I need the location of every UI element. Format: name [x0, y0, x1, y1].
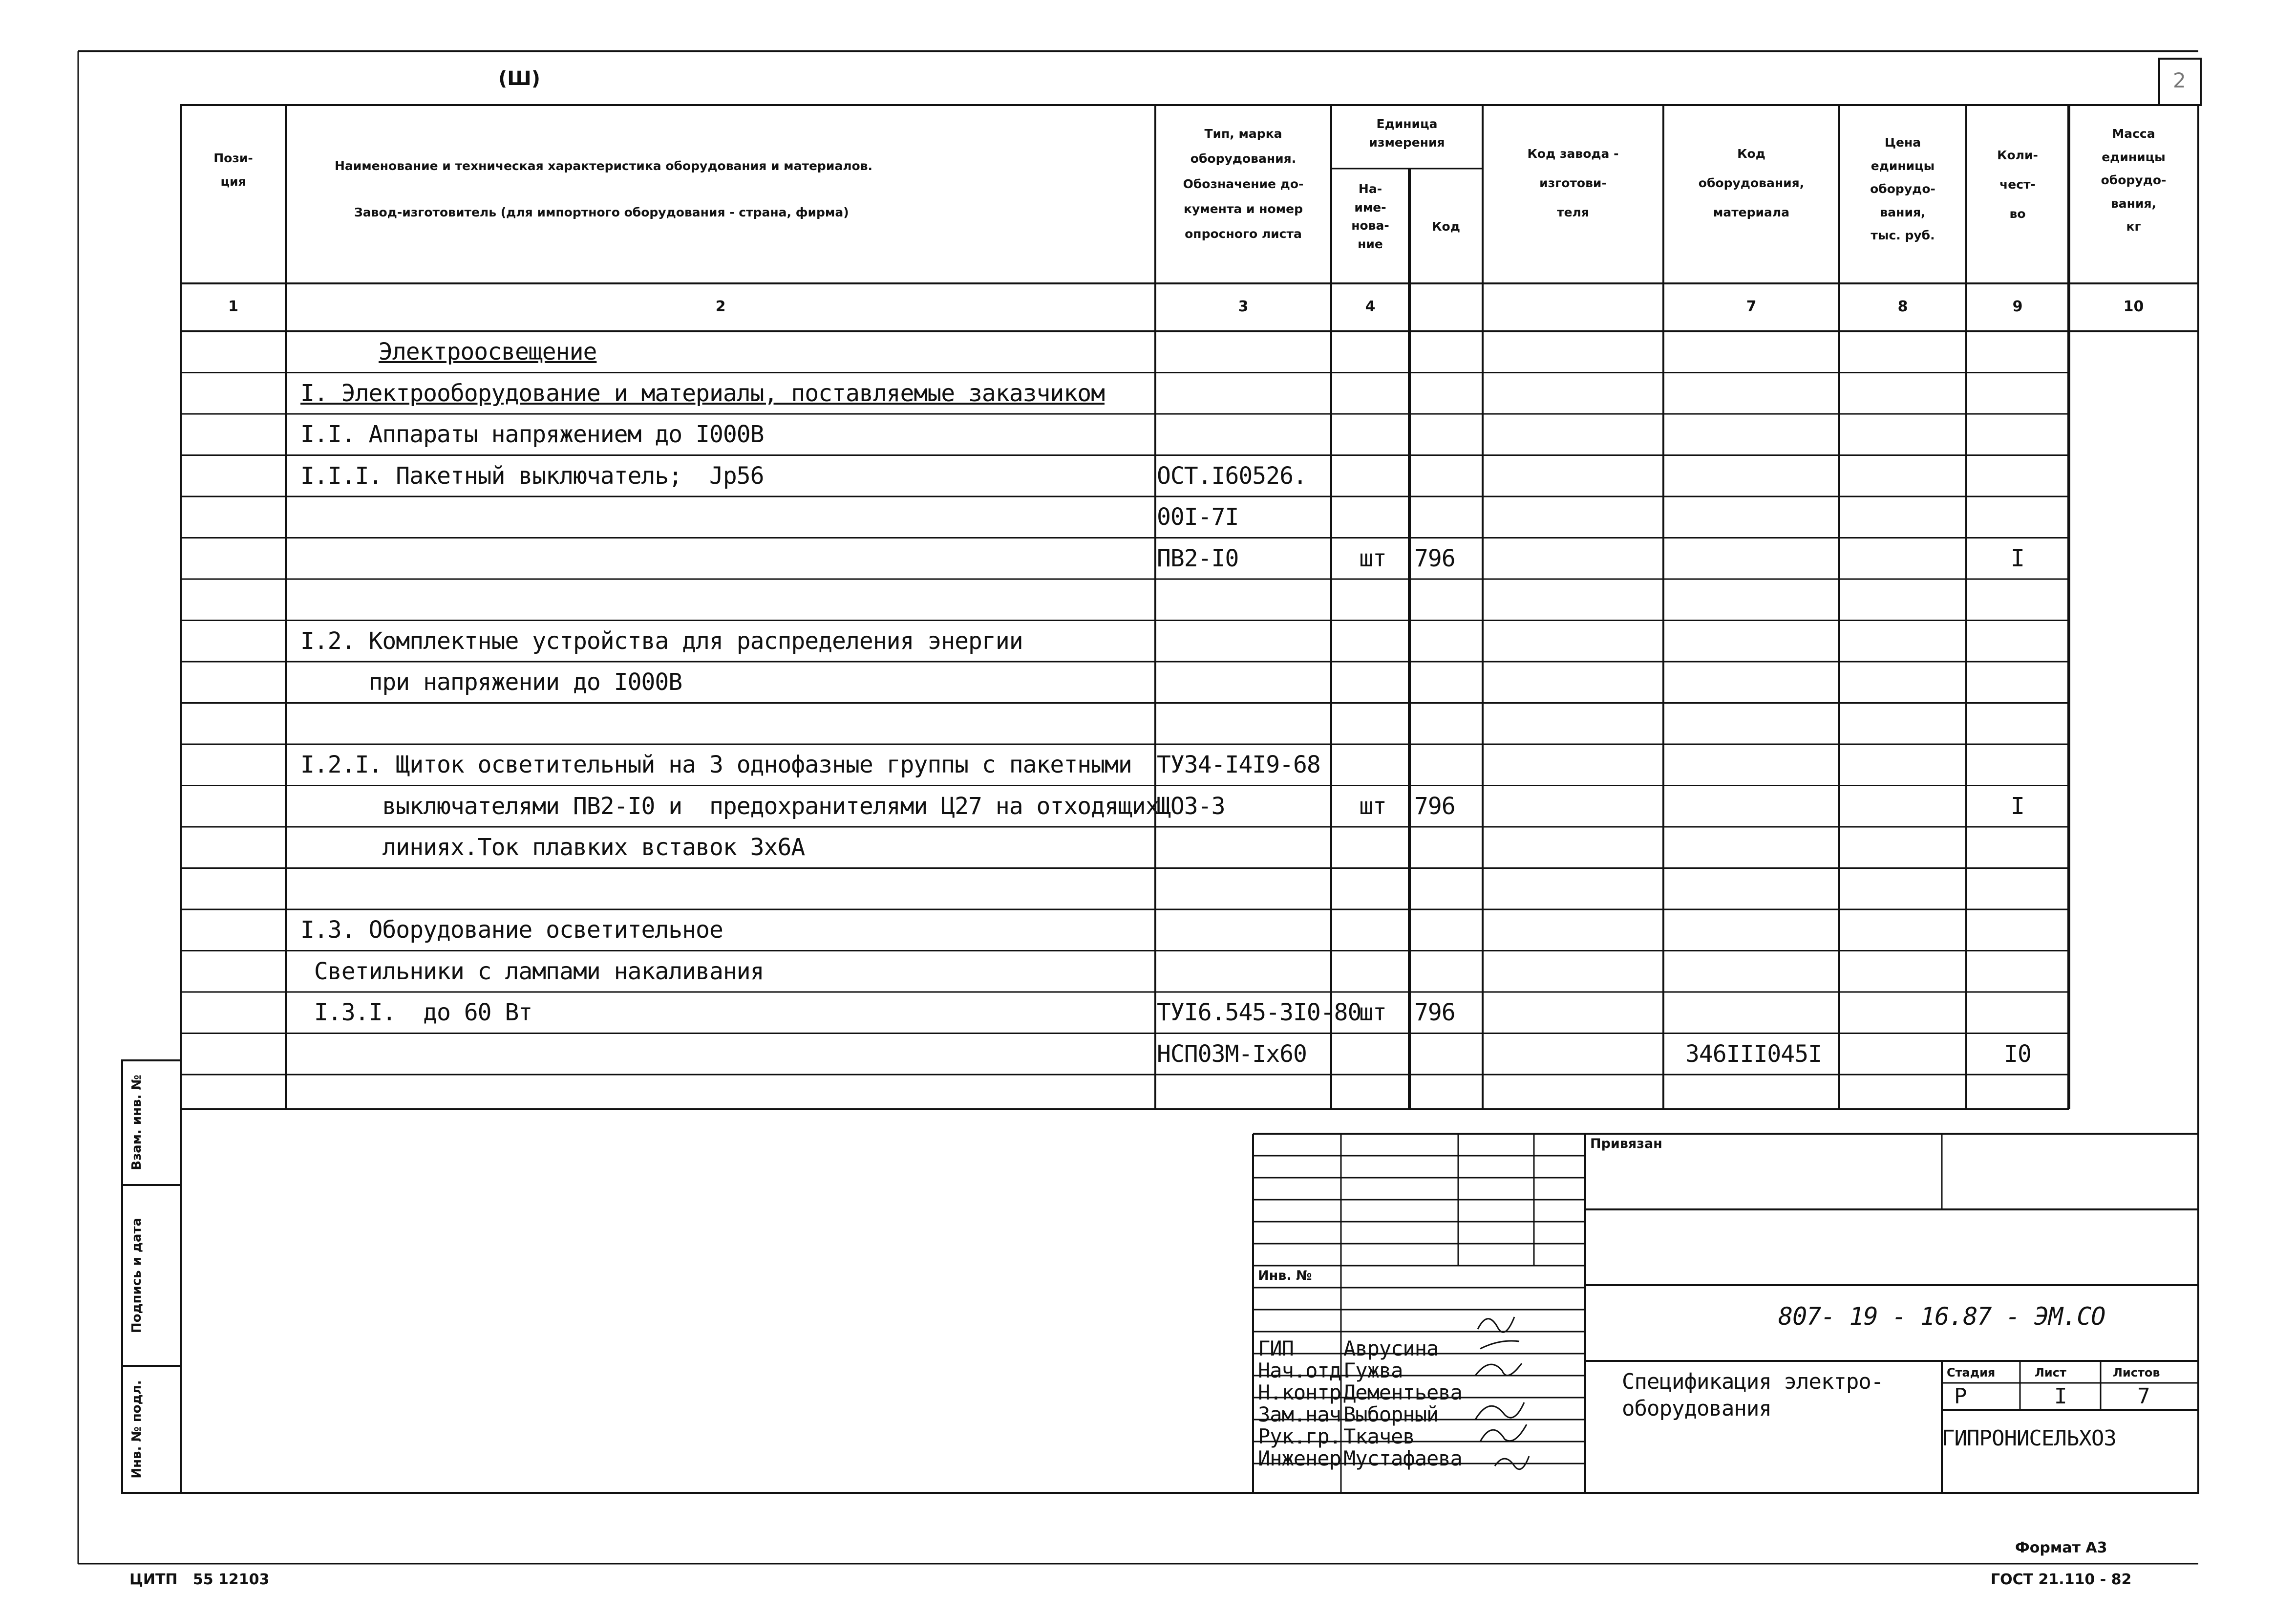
cell-name: I. Электрооборудование и материалы, поставляемые заказчиком [300, 379, 1105, 407]
col-header-position: Пози- ция [213, 151, 253, 189]
col-header-name-line1: Наименование и техническая характеристика оборудования и материалов. [335, 159, 873, 173]
col-number-9: 9 [2012, 298, 2023, 315]
stamp-inv-no: Инв. № [1258, 1268, 1312, 1283]
cell-type: ТУI6.545-3I0-80 [1157, 999, 1361, 1026]
cell-code: 796 [1414, 792, 1455, 820]
col-number-2: 2 [715, 298, 726, 315]
cell-type: ТУ34-I4I9-68 [1157, 751, 1320, 778]
signer-name: Мустафаева [1343, 1446, 1462, 1470]
sheets-label: Листов [2113, 1366, 2160, 1379]
col-header-manufacturer-code: Код завода - изготови- теля [1527, 147, 1619, 219]
col-number-10: 10 [2123, 298, 2144, 315]
cell-qty: I0 [2004, 1040, 2031, 1068]
cell-type: ПВ2-I0 [1157, 544, 1239, 572]
cell-name: Электроосвещение [379, 338, 597, 366]
signer-role: Нач.отд. [1258, 1358, 1353, 1382]
sheet-label: Лист [2035, 1366, 2066, 1379]
col-header-unit-code: Код [1432, 219, 1460, 234]
col-number-7: 7 [1746, 298, 1757, 315]
col-number-3: 3 [1238, 298, 1249, 315]
cell-name: I.2. Комплектные устройства для распределения энергии [300, 627, 1023, 655]
col-number-1: 1 [228, 298, 238, 315]
col-header-quantity: Коли- чест- во [1997, 148, 2038, 221]
sheets-value: 7 [2137, 1384, 2150, 1409]
col-number-4: 4 [1365, 298, 1376, 315]
sheet-value: I [2054, 1384, 2067, 1409]
col-number-8: 8 [1897, 298, 1908, 315]
sheet-mark: (Ш) [498, 67, 540, 90]
signer-role: ГИП [1258, 1336, 1294, 1360]
side-label-inv-orig: Инв. № подл. [129, 1380, 144, 1479]
cell-unit: шт [1359, 999, 1386, 1026]
cell-unit: шт [1359, 792, 1386, 820]
cell-qty: I [2011, 544, 2024, 572]
signer-role: Рук.гр. [1258, 1424, 1341, 1448]
signer-name: Выборный [1343, 1402, 1439, 1426]
document-code: 807- 19 - 16.87 - ЭМ.СО [1778, 1302, 2105, 1331]
col-header-mass: Масса единицы оборудо- вания, кг [2101, 127, 2167, 234]
cell-name: I.2.I. Щиток осветительный на 3 однофазные группы с пакетными [300, 751, 1132, 778]
stage-value: Р [1954, 1384, 1967, 1409]
cell-name: I.I.I. Пакетный выключатель; Jp56 [300, 462, 764, 490]
stage-label: Стадия [1947, 1366, 1996, 1379]
page-number: 2 [2173, 68, 2186, 92]
cell-type: НСП03М-Iх60 [1157, 1040, 1307, 1068]
col-header-unit: Единица измерения [1369, 117, 1445, 150]
signer-name: Дементьева [1343, 1380, 1462, 1404]
cell-name: выключателями ПВ2-I0 и предохранителями Ц27 на отходящих [300, 792, 1159, 820]
side-label-signature-date: Подпись и дата [129, 1217, 144, 1334]
document-title: Спецификация электро- оборудования [1622, 1369, 1884, 1421]
gost-label: ГОСТ 21.110 - 82 [1991, 1571, 2132, 1588]
col-header-name-line2: Завод-изготовитель (для импортного оборудования - страна, фирма) [354, 205, 849, 219]
cell-type: ЩОЗ-3 [1157, 792, 1225, 820]
cell-name: при напряжении до I000В [300, 668, 682, 696]
format-label: Формат А3 [2015, 1539, 2107, 1556]
cell-type: 00I-7I [1157, 503, 1239, 531]
signer-name: Ткачев [1343, 1424, 1415, 1448]
signer-role: Инженер [1258, 1446, 1341, 1470]
signer-role: Зам.нач. [1258, 1402, 1353, 1426]
signature-scribbles [1475, 1317, 1529, 1469]
col-header-equipment-code: Код оборудования, материала [1698, 147, 1805, 219]
cell-code: 796 [1414, 544, 1455, 572]
print-code-label: ЦИТП 55 12103 [129, 1571, 270, 1588]
cell-unit: шт [1359, 544, 1386, 572]
col-header-price: Цена единицы оборудо- вания, тыс. руб. [1870, 135, 1935, 242]
signer-role: Н.контр. [1258, 1380, 1353, 1404]
organization-name: ГИПРОНИСЕЛЬХОЗ [1942, 1426, 2116, 1451]
cell-name: I.3.I. до 60 Вт [300, 999, 532, 1026]
cell-name: Светильники с лампами накаливания [300, 957, 764, 985]
side-label-replace-inv: Взам. инв. № [129, 1075, 144, 1170]
cell-qty: I [2011, 792, 2024, 820]
cell-type: ОСТ.I60526. [1157, 462, 1307, 490]
cell-name: линиях.Ток плавких вставок 3х6А [300, 834, 805, 861]
signer-name: Гужва [1343, 1358, 1403, 1382]
cell-name: I.I. Аппараты напряжением до I000В [300, 421, 764, 448]
signer-name: Аврусина [1343, 1336, 1439, 1360]
cell-code: 796 [1414, 999, 1455, 1026]
col-header-unit-name: На- име- нова- ние [1351, 182, 1389, 251]
cell-name: I.3. Оборудование осветительное [300, 916, 723, 944]
stamp-privyazan: Привязан [1590, 1136, 1662, 1151]
cell-equip-code: 346III045I [1685, 1040, 1822, 1068]
col-header-type: Тип, марка оборудования. Обозначение до- кумента и номер опросного листа [1183, 127, 1304, 241]
